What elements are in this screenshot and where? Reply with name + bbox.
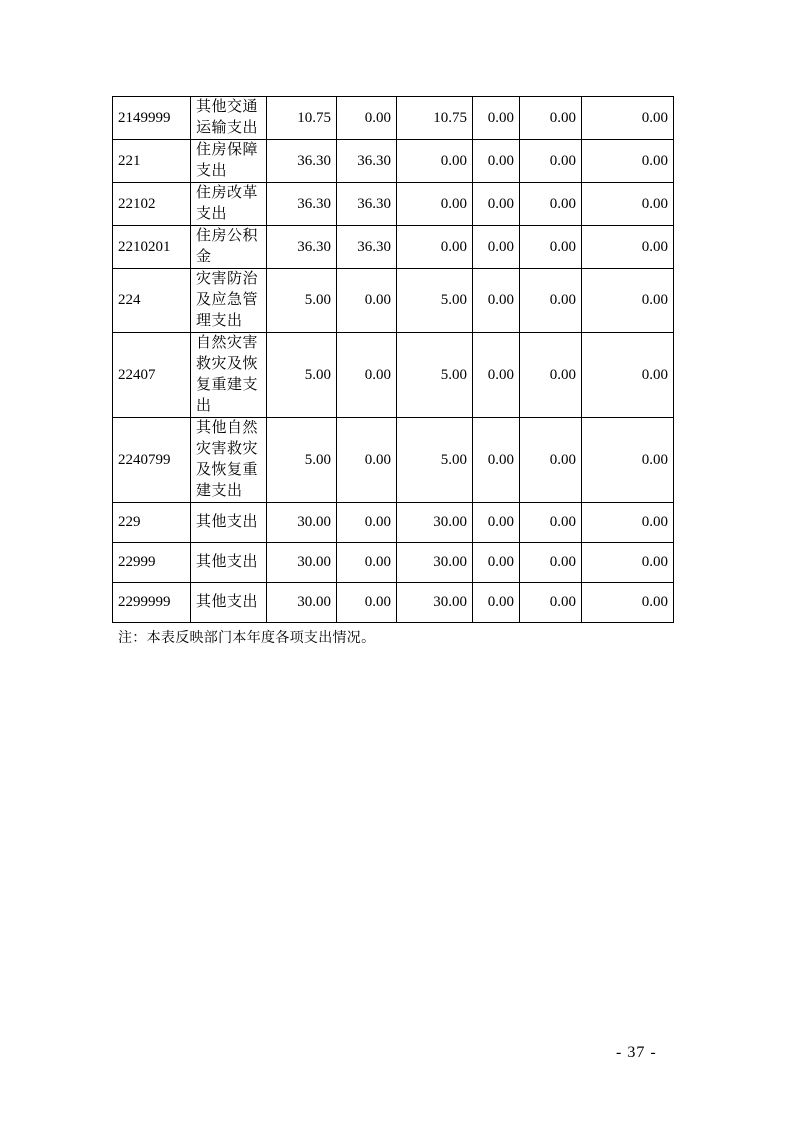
table-row [113, 583, 674, 623]
row-col5: 0.00 [520, 97, 582, 140]
row-basic: 0.00 [337, 333, 397, 418]
row-total: 10.75 [267, 97, 337, 140]
row-col5: 0.00 [520, 418, 582, 503]
expenditure-table [112, 96, 674, 623]
row-project: 0.00 [397, 183, 473, 226]
row-name: 其他交通 运输支出 [191, 97, 267, 140]
row-total: 30.00 [267, 503, 337, 543]
table-row [113, 140, 674, 183]
row-code: 224 [113, 269, 191, 333]
row-code: 229 [113, 503, 191, 543]
row-basic: 36.30 [337, 183, 397, 226]
row-col4: 0.00 [473, 140, 520, 183]
row-col5: 0.00 [520, 543, 582, 583]
table-row [113, 543, 674, 583]
row-total: 30.00 [267, 583, 337, 623]
row-project: 5.00 [397, 269, 473, 333]
row-col4: 0.00 [473, 226, 520, 269]
table-row [113, 418, 674, 503]
row-total: 36.30 [267, 226, 337, 269]
row-col5: 0.00 [520, 503, 582, 543]
row-col4: 0.00 [473, 183, 520, 226]
row-total: 30.00 [267, 543, 337, 583]
row-code: 22999 [113, 543, 191, 583]
row-project: 30.00 [397, 583, 473, 623]
row-col6: 0.00 [582, 226, 674, 269]
row-col4: 0.00 [473, 418, 520, 503]
row-name: 住房公积 金 [191, 226, 267, 269]
row-code: 2210201 [113, 226, 191, 269]
row-basic: 0.00 [337, 418, 397, 503]
row-col4: 0.00 [473, 269, 520, 333]
row-col6: 0.00 [582, 140, 674, 183]
row-project: 0.00 [397, 226, 473, 269]
row-name: 其他自然 灾害救灾 及恢复重 建支出 [191, 418, 267, 503]
row-code: 22407 [113, 333, 191, 418]
page-number: - 37 - [616, 1044, 657, 1061]
row-col6: 0.00 [582, 583, 674, 623]
table-row [113, 226, 674, 269]
row-col4: 0.00 [473, 333, 520, 418]
row-code: 2149999 [113, 97, 191, 140]
row-col6: 0.00 [582, 269, 674, 333]
row-code: 2240799 [113, 418, 191, 503]
table-row [113, 503, 674, 543]
row-name: 住房保障 支出 [191, 140, 267, 183]
row-basic: 0.00 [337, 543, 397, 583]
table-body [113, 97, 674, 623]
row-col6: 0.00 [582, 333, 674, 418]
row-col4: 0.00 [473, 503, 520, 543]
table-row [113, 333, 674, 418]
row-total: 36.30 [267, 140, 337, 183]
row-col5: 0.00 [520, 183, 582, 226]
row-col4: 0.00 [473, 543, 520, 583]
row-name: 其他支出 [191, 503, 267, 543]
row-col5: 0.00 [520, 583, 582, 623]
row-project: 30.00 [397, 503, 473, 543]
row-project: 5.00 [397, 418, 473, 503]
row-project: 30.00 [397, 543, 473, 583]
row-col6: 0.00 [582, 503, 674, 543]
row-code: 22102 [113, 183, 191, 226]
row-project: 5.00 [397, 333, 473, 418]
row-name: 灾害防治 及应急管 理支出 [191, 269, 267, 333]
row-col6: 0.00 [582, 543, 674, 583]
row-project: 0.00 [397, 140, 473, 183]
row-col5: 0.00 [520, 226, 582, 269]
table-row [113, 269, 674, 333]
row-col4: 0.00 [473, 97, 520, 140]
row-name: 住房改革 支出 [191, 183, 267, 226]
table-note: 注：本表反映部门本年度各项支出情况。 [118, 631, 376, 646]
row-project: 10.75 [397, 97, 473, 140]
row-col6: 0.00 [582, 97, 674, 140]
table-row [113, 183, 674, 226]
row-code: 2299999 [113, 583, 191, 623]
row-col6: 0.00 [582, 418, 674, 503]
row-name: 自然灾害 救灾及恢 复重建支 出 [191, 333, 267, 418]
row-total: 5.00 [267, 333, 337, 418]
row-col5: 0.00 [520, 140, 582, 183]
row-basic: 0.00 [337, 269, 397, 333]
row-total: 5.00 [267, 269, 337, 333]
row-total: 36.30 [267, 183, 337, 226]
row-basic: 36.30 [337, 226, 397, 269]
row-col5: 0.00 [520, 269, 582, 333]
row-col5: 0.00 [520, 333, 582, 418]
row-name: 其他支出 [191, 543, 267, 583]
row-code: 221 [113, 140, 191, 183]
row-name: 其他支出 [191, 583, 267, 623]
row-basic: 0.00 [337, 503, 397, 543]
row-basic: 0.00 [337, 97, 397, 140]
row-basic: 0.00 [337, 583, 397, 623]
table-row [113, 97, 674, 140]
row-col4: 0.00 [473, 583, 520, 623]
row-col6: 0.00 [582, 183, 674, 226]
row-total: 5.00 [267, 418, 337, 503]
row-basic: 36.30 [337, 140, 397, 183]
